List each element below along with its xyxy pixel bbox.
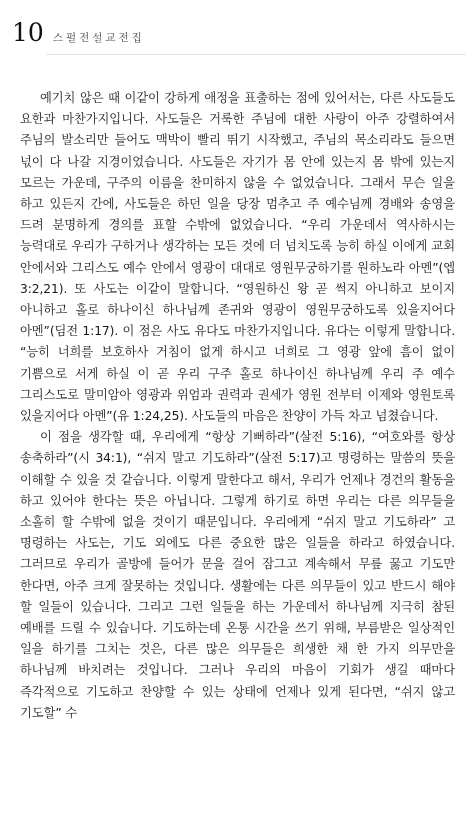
page-header (12, 18, 145, 54)
paragraph: 예기치 않은 때 이같이 강하게 애정을 표출하는 점에 있어서는, 다른 사도들도 요한과 마찬가지입니다. 사도들은 거룩한 주님에 대한 사랑이 아주 강렬하여서 주님의 발소리만 들어도 맥박이 빨리 뛰기 시작했고, 주님의 목소리라도 들으면 넋이 다 나갈 지경이었습니다. 사도들은 자기가 몸 안에 있는지 몸 밖에 있는지 모르는 가운데, 구주의 이름을 찬미하지 않을 수 없었습니다. 그래서 무슨 일을 하고 있든지 간에, 사도들은 하던 일을 당장 멈추고 주 예수님께 경배와 송영을 드려 분명하게 경의를 표할 수밖에 없었습니다. “우리 가운데서 역사하시는 능력대로 우리가 구하거나 생각하는 모든 것에 더 넘치도록 능히 하실 이에게 교회 안에서와 그리스도 예수 안에서 영광이 대대로 영원무궁하기를 원하노라 아멘”(엡 3:2,21). 또 사도는 이같이 말합니다. “영원하신 왕 곧 썩지 아니하고 보이지 아니하고 홀로 하나이신 하나님께 존귀와 영광이 영원무궁하도록 있을지어다 아멘”(딤전 1:17). 이 점은 사도 유다도 마찬가지입니다. 유다는 이렇게 말합니다. “능히 너희를 보호하사 거침이 없게 하시고 너희로 그 영광 앞에 흠이 없이 기쁨으로 서게 하실 이 곧 우리 구주 홀로 하나이신 하나님께 우리 주 예수 그리스도로 말미암아 영광과 위엄과 권력과 권세가 영원 전부터 이제와 영원토록 있을지어다 아멘”(유 1:24,25). 사도들의 마음은 찬양이 가득 차고 넘쳤습니다. (20, 91, 455, 424)
page-number: 10 (12, 18, 44, 47)
header-divider (46, 54, 466, 55)
body-text (20, 88, 455, 724)
running-title: 스펄전설교전집 (52, 32, 145, 44)
paragraph: 이 점을 생각할 때, 우리에게 “항상 기뻐하라”(살전 5:16), “여호와를 항상 송축하라”(시 34:1), “쉬지 말고 기도하라”(살전 5:17)고 명령하는 말씀의 뜻을 이해할 수 있을 것 같습니다. 이렇게 말한다고 해서, 우리가 언제나 경건의 활동을 하고 있어야 한다는 뜻은 아닙니다. 그렇게 하기로 하면 우리는 다른 의무들을 소홀히 할 수밖에 없을 것이기 때문입니다. 우리에게 “쉬지 말고 기도하라” 고 명령하는 사도는, 기도 외에도 다른 중요한 많은 일들을 하라고 하였습니다. 그러므로 우리가 골방에 들어가 문을 걸어 잠그고 계속해서 무릎 꿇고 기도만 한다면, 아주 크게 잘못하는 것입니다. 생활에는 다른 의무들이 있고 반드시 해야 할 일들이 있습니다. 그리고 그런 일들을 하는 가운데서 하나님께 지극히 참된 예배를 드릴 수 있습니다. 기도하는데 온통 시간을 쓰기 위해, 부름받은 일상적인 일을 하기를 그치는 것은, 다른 많은 의무들은 희생한 채 한 가지 의무만을 하나님께 바치려는 것입니다. 그러나 우리의 마음이 기회가 생길 때마다 즉각적으로 기도하고 찬양할 수 있는 상태에 언제나 있게 된다면, “쉬지 않고 기도할” 수 (20, 430, 455, 720)
